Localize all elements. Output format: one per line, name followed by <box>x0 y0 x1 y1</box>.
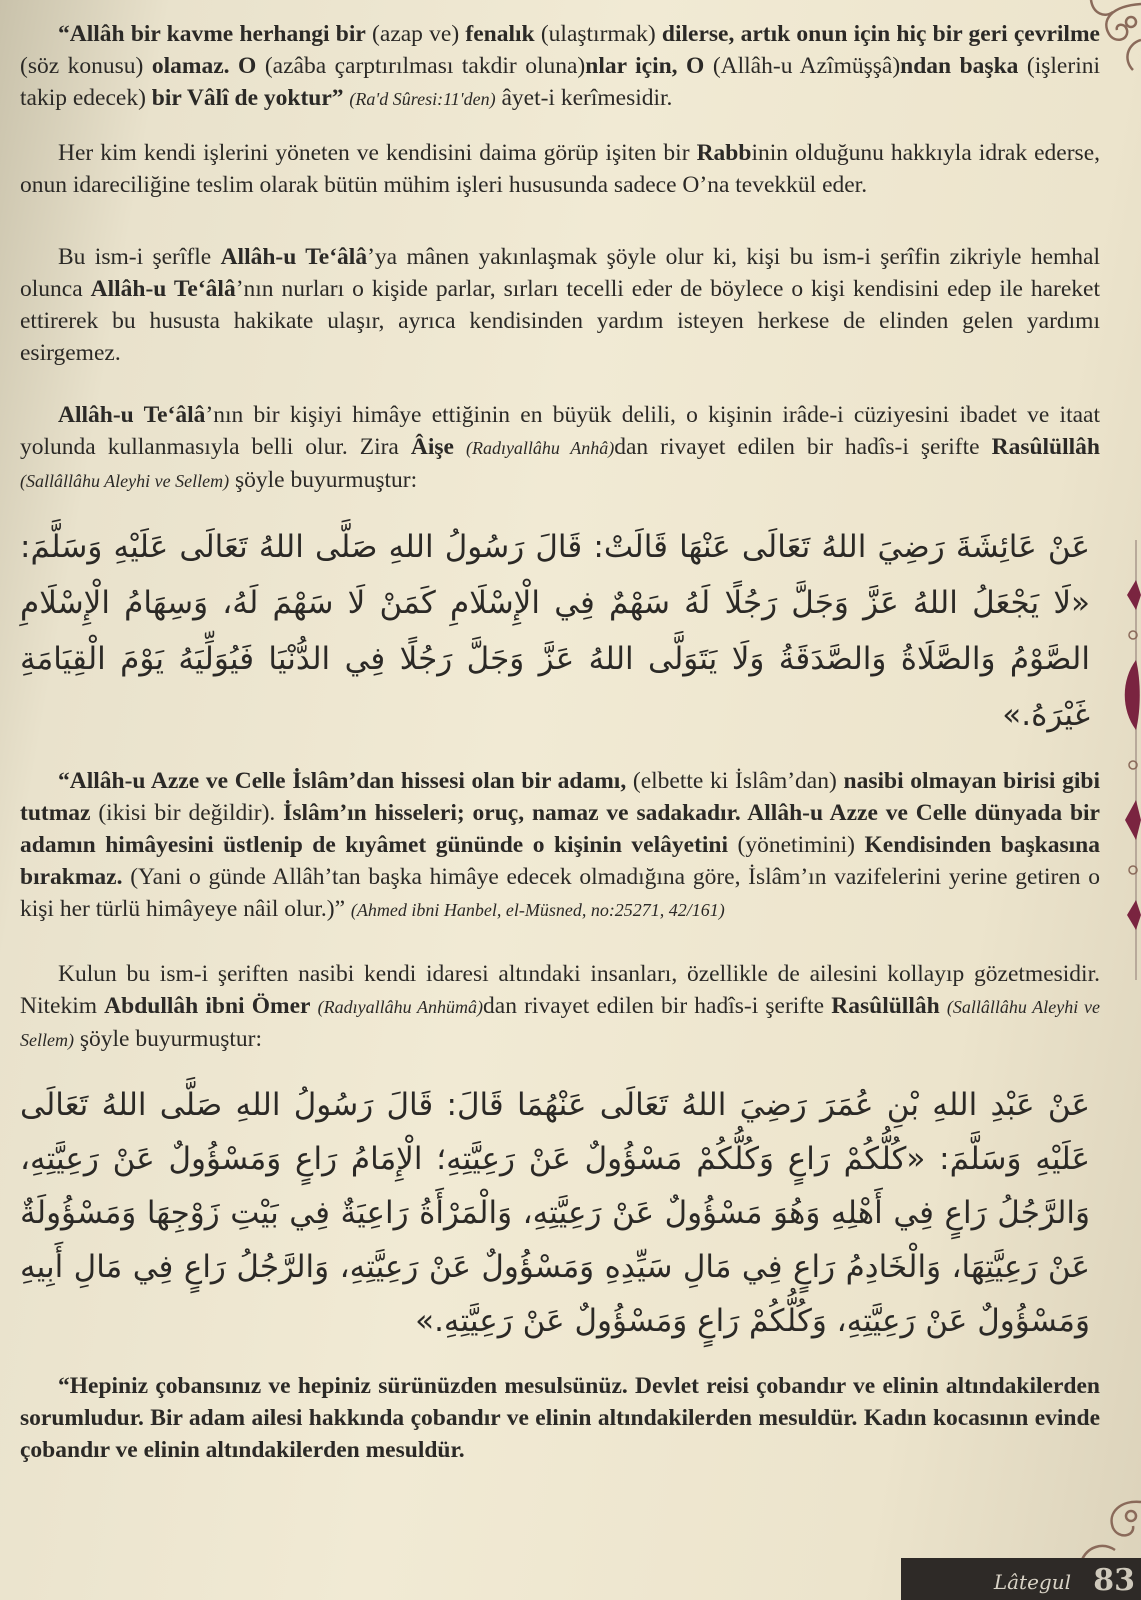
text-run: ’nın nurları o kişide parlar, sırları tecelli eder de böylece o kişi kendisini edep ile hareket ettirerek bu hususta hakikate ulaşır, ayrıca kendisinden yardım isteyen herkese de elinden gelen yardımı esirgemez. <box>20 276 1101 366</box>
text-run: (yönetimini) <box>728 832 865 858</box>
text-run: (azap ve) <box>365 21 466 47</box>
bold-text: fenalık <box>465 21 535 47</box>
honorific: (Sallâllâhu Aleyhi ve Sellem) <box>20 997 1101 1050</box>
text-run: (ikisi bir değildir). <box>90 800 284 826</box>
text-run: (söz konusu) <box>20 53 152 79</box>
text-run: (işlerini takip edecek) <box>20 53 1100 111</box>
text-run: inin olduğunu hakkıyla idrak ederse, onun idareciliğine teslim olarak bütün mühim işleri hususunda sadece O’na tevekkül eder. <box>20 140 1100 198</box>
bold-text: ndan başka <box>900 53 1019 79</box>
text-run: Bu ism-i şerîfle <box>58 244 221 270</box>
citation: (Ahmed ibni Hanbel, el-Müsned, no:25271, 42/161) <box>350 900 725 920</box>
text-run: ’nın bir kişiyi himâye ettiğinin en büyük delili, o kişinin irâde-i cüziyesini ibadet ve itaat yolunda kullanmasıyla belli olur. Zira <box>20 402 1100 460</box>
text-run: dan rivayet edilen bir hadîs-i şerifte <box>614 434 992 460</box>
text-run: ’ya mânen yakınlaşmak şöyle olur ki, kişi bu ism-i şerîfin zikriyle hemhal olunca <box>20 244 1100 302</box>
bold-text: “Allâh bir kavme herhangi bir <box>58 21 366 47</box>
text-run: (Allâh-u Azîmüşşâ) <box>704 53 901 79</box>
paragraph-6 <box>20 958 1100 1056</box>
bold-text: Allâh-u Te‘âlâ <box>220 244 368 270</box>
bold-text: dilerse, artık onun için hiç bir geri çevrilme <box>661 21 1100 47</box>
bottom-ornament-icon <box>1041 1482 1141 1562</box>
bold-text: Rasûlüllâh <box>991 434 1101 460</box>
bold-text: bir Vâlî de yoktur” <box>151 85 344 111</box>
bold-text: Âişe <box>410 434 454 460</box>
citation: (Ra'd Sûresi:11'den) <box>349 89 496 109</box>
page-number: 83 <box>1093 1563 1135 1598</box>
paragraph-4 <box>20 399 1100 497</box>
text-run: âyet-i kerîmesidir. <box>495 85 673 111</box>
side-ornament-icon <box>1103 540 1141 980</box>
text-run: Her kim kendi işlerini yöneten ve kendisini daima görüp işiten bir <box>58 140 697 166</box>
bold-text: “Allâh-u Azze ve Celle İslâm’dan hissesi olan bir adamı, <box>58 768 627 794</box>
bold-text: olamaz. O <box>151 53 257 79</box>
text-run: (ulaştırmak) <box>534 21 662 47</box>
text-run: dan rivayet edilen bir hadîs-i şerifte <box>483 993 832 1019</box>
honorific: (Radıyallâhu Anhümâ) <box>317 997 484 1017</box>
text-run: şöyle buyurmuştur: <box>73 1026 262 1052</box>
text-run: (elbette ki İslâm’dan) <box>626 768 844 794</box>
footer-section-title: Lâtegul <box>993 1570 1071 1594</box>
page-footer <box>901 1558 1141 1600</box>
honorific: (Sallâllâhu Aleyhi ve Sellem) <box>20 471 230 491</box>
paragraph-2 <box>20 137 1100 201</box>
bold-text: Rabb <box>696 140 752 166</box>
bold-text: Allâh-u Te‘âlâ <box>58 402 206 428</box>
text-run: (Yani o günde Allâh’tan başka himâye edecek olmadığına göre, İslâm’ın vazifelerini yerine getiren o kişi her türlü himâyeye nâil olur.)” <box>20 864 1100 922</box>
arabic-hadith-2: عَنْ عَبْدِ اللهِ بْنِ عُمَرَ رَضِيَ اللهُ تَعَالَى عَنْهُمَا قَالَ: قَالَ رَسُولُ اللهِ صَلَّى اللهُ تَعَالَى عَلَيْهِ وَسَلَّمَ: «كُلُّكُمْ رَاعٍ وَكُلُّكُمْ مَسْؤُولٌ عَنْ رَعِيَّتِهِ؛ الْإِمَامُ رَاعٍ وَمَسْؤُولٌ عَنْ رَعِيَّتِهِ، وَالرَّجُلُ رَاعٍ فِي أَهْلِهِ وَهُوَ مَسْؤُولٌ عَنْ رَعِيَّتِهِ، وَالْمَرْأَةُ رَاعِيَةٌ فِي بَيْتِ زَوْجِهَا وَمَسْؤُولَةٌ عَنْ رَعِيَّتِهَا، وَالْخَادِمُ رَاعٍ فِي مَالِ سَيِّدِهِ وَمَسْؤُولٌ عَنْ رَعِيَّتِهِ، وَالرَّجُلُ رَاعٍ فِي مَالِ أَبِيهِ وَمَسْؤُولٌ عَنْ رَعِيَّتِهِ، وَكُلُّكُمْ رَاعٍ وَمَسْؤُولٌ عَنْ رَعِيَّتِهِ.» <box>20 1087 1090 1339</box>
honorific: (Radıyallâhu Anhâ) <box>465 438 615 458</box>
text-run: Kulun bu ism-i şeriften nasibi kendi idaresi altındaki insanları, özellikle de ailesini kollayıp gözetmesidir. Nitekim <box>20 961 1100 1019</box>
arabic-hadith-1: عَنْ عَائِشَةَ رَضِيَ اللهُ تَعَالَى عَنْهَا قَالَتْ: قَالَ رَسُولُ اللهِ صَلَّى اللهُ تَعَالَى عَلَيْهِ وَسَلَّمَ: «لَا يَجْعَلُ اللهُ عَزَّ وَجَلَّ رَجُلًا لَهُ سَهْمٌ فِي الْإِسْلَامِ كَمَنْ لَا سَهْمَ لَهُ، وَسِهَامُ الْإِسْلَامِ الصَّوْمُ وَالصَّلَاةُ وَالصَّدَقَةُ وَلَا يَتَوَلَّى اللهُ عَزَّ وَجَلَّ رَجُلًا فِي الدُّنْيَا فَيُوَلِّيَهُ يَوْمَ الْقِيَامَةِ غَيْرَهُ.» <box>20 529 1090 733</box>
paragraph-1 <box>20 18 1100 115</box>
text-run: (azâba çarptırılması takdir oluna) <box>256 53 586 79</box>
bold-text: Kendisinden başkasına bırakmaz. <box>20 832 1100 890</box>
bold-text: İslâm’ın hisseleri; oruç, namaz ve sadakadır. Allâh-u Azze ve Celle dünyada bir adamın himâyesini üstlenip de kıyâmet gününde o kişinin velâyetini <box>20 800 1100 858</box>
bold-text: nasibi olmayan birisi gibi tutmaz <box>20 768 1100 826</box>
body-text <box>20 18 1100 1466</box>
text-run: şöyle buyurmuştur: <box>229 467 418 493</box>
paragraph-3 <box>20 241 1100 369</box>
bold-text: Rasûlüllâh <box>831 993 940 1019</box>
bold-text: nlar için, O <box>585 53 705 79</box>
paragraph-7: “Hepiniz çobansınız ve hepiniz sürünüzden mesulsünüz. Devlet reisi çobandır ve elinin altındakilerden sorumludur. Bir adam ailesi hakkında çobandır ve elinin altındakilerden mesuldür. Kadın kocasının evinde çobandır ve elinin altındakilerden mesuldür. <box>20 1373 1100 1463</box>
paragraph-5 <box>20 765 1100 926</box>
bold-text: Allâh-u Te‘âlâ <box>90 276 236 302</box>
bold-text: Abdullâh ibni Ömer <box>104 993 311 1019</box>
